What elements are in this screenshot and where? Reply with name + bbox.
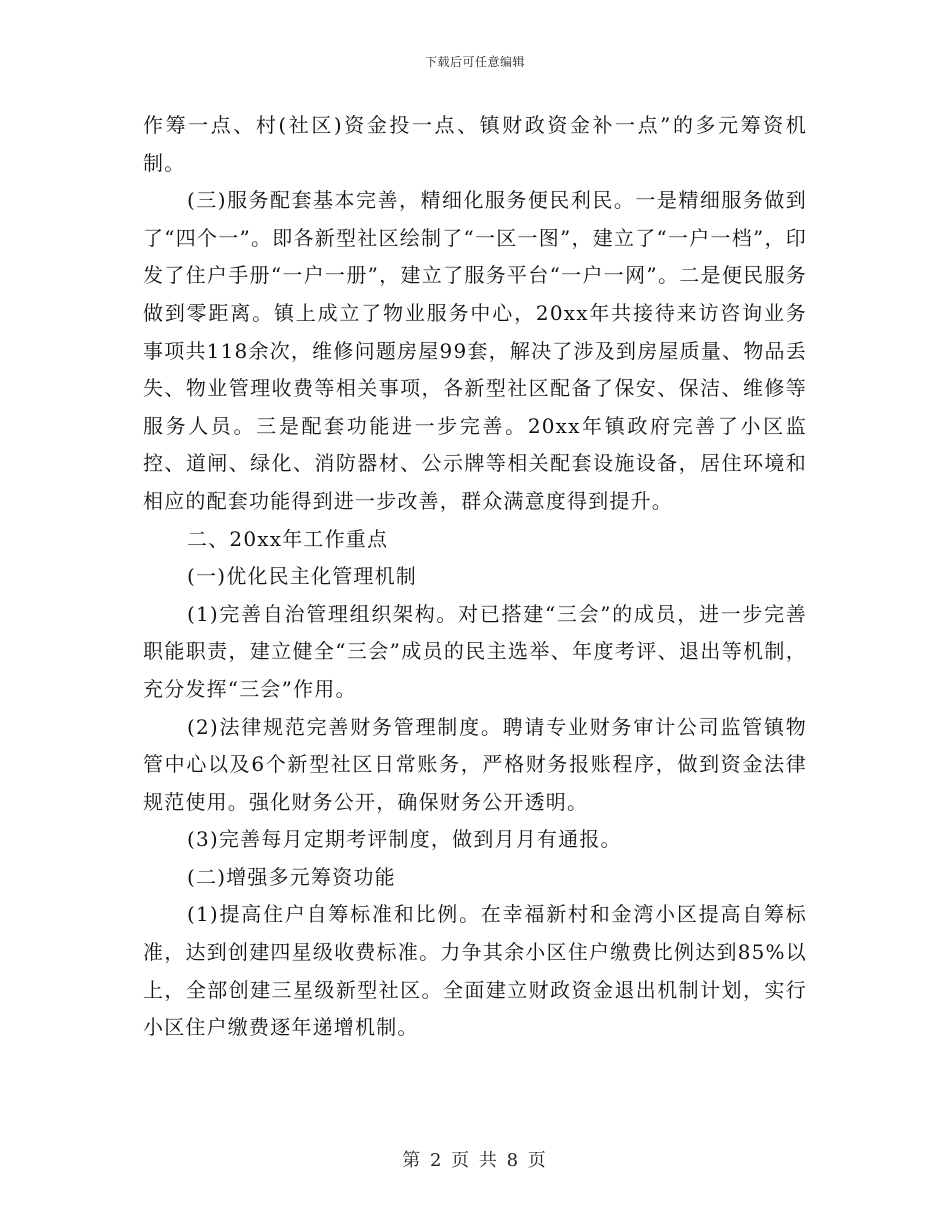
subsection-heading-1: (一)优化民主化管理机制 <box>187 564 418 589</box>
paragraph-item-2: (2)法律规范完善财务管理制度。聘请专业财务审计公司监管镇物管中心以及6个新型社区日常账务，严格财务报账程序，做到资金法律规范使用。强化财务公开，确保财务公开透明。 <box>143 714 807 814</box>
page-footer: 第 2 页 共 8 页 <box>402 1150 548 1171</box>
document-body <box>143 107 807 1047</box>
paragraph-1: 作筹一点、村(社区)资金投一点、镇财政资金补一点”的多元筹资机制。 <box>143 113 807 175</box>
paragraph-2: (三)服务配套基本完善，精细化服务便民利民。一是精细服务做到了“四个一”。即各新型社区绘制了“一区一图”，建立了“一户一档”，印发了住户手册“一户一册”，建立了服务平台“一户一网”。二是便民服务做到零距离。镇上成立了物业服务中心，20xx年共接待来访咨询业务事项共118余次，维修问题房屋99套，解决了涉及到房屋质量、物品丢失、物业管理收费等相关事项，各新型社区配备了保安、保洁、维修等服务人员。三是配套功能进一步完善。20xx年镇政府完善了小区监控、道闸、绿化、消防器材、公示牌等相关配套设施设备，居住环境和相应的配套功能得到进一步改善，群众满意度得到提升。 <box>143 188 807 513</box>
paragraph-item-4: (1)提高住户自筹标准和比例。在幸福新村和金湾小区提高自筹标准，达到创建四星级收费标准。力争其余小区住户缴费比例达到85%以上，全部创建三星级新型社区。全面建立财政资金退出机制计划，实行小区住户缴费逐年递增机制。 <box>143 902 807 1040</box>
page-header: 下载后可任意编辑 <box>424 55 525 69</box>
paragraph-item-1: (1)完善自治管理组织架构。对已搭建“三会”的成员，进一步完善职能职责，建立健全“三会”成员的民主选举、年度考评、退出等机制，充分发挥“三会”作用。 <box>143 601 807 701</box>
paragraph-item-3: (3)完善每月定期考评制度，做到月月有通报。 <box>187 827 622 852</box>
section-heading-2: 二、20xx年工作重点 <box>187 526 389 551</box>
subsection-heading-2: (二)增强多元筹资功能 <box>187 864 396 889</box>
